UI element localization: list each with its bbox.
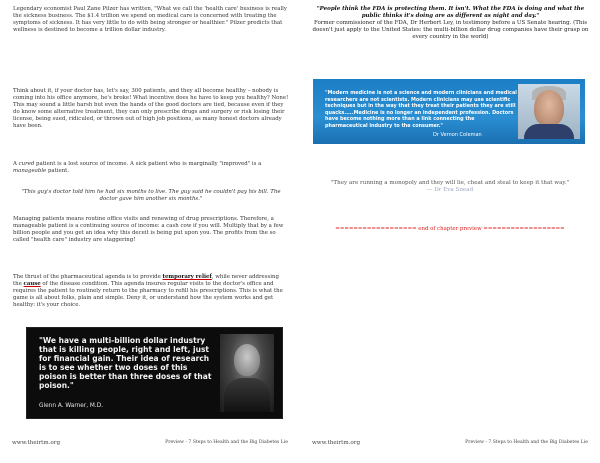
text-run: The thrust of the pharmaceutical agenda is to provide <box>13 274 163 280</box>
highlight-temporary-relief: temporary relief <box>162 274 212 280</box>
portrait-face <box>234 344 260 376</box>
coleman-quote-text: "Modern medicine is not a science and modern clinicians and medical researchers are not scientists. Modern clinicians may use scientific techniques but in the way that they treat their patients they are still quacks.....Medicine is no longer an independent profession. Doctors have become nothing more than a link connecting the pharmaceutical industry to the consumer." <box>325 90 517 129</box>
portrait-shirt <box>224 378 270 412</box>
joke-quote: "This guy's doctor told him he had six months to live. The guy said he couldn't pay his bill. The doctor gave him another six months." <box>21 189 281 203</box>
text-run: patient is a lost source of income. A sick patient who is marginally "improved" is a <box>34 161 262 167</box>
paragraph-pharma-agenda <box>13 274 289 309</box>
text-run: A <box>13 161 19 167</box>
right-page <box>300 0 600 463</box>
footer-preview-title: Preview - 7 Steps to Health and the Big Diabetes Lie <box>465 440 588 445</box>
fda-quote-block <box>308 6 593 41</box>
warner-quote-text: "We have a multi-billion dollar industry that is killing people, right and left, just for financial gain. Their idea of research is to see whether two doses of this poison is better than three doses of that poison." <box>39 336 212 390</box>
snead-quote-block <box>330 180 570 195</box>
emphasis-manageable: manageable <box>13 168 47 175</box>
footer-preview-title: Preview - 7 Steps to Health and the Big Diabetes Lie <box>165 440 288 445</box>
snead-attribution: — Dr Eva Snead <box>426 187 474 194</box>
footer-site-link[interactable]: www.theirtm.org <box>12 440 61 446</box>
paragraph-pilzer: Legendary economist Paul Zane Pilzer has written, "What we call the 'health care' business is really the sickness business. The $1.4 trillion we spend on medical care is concerned with treating the symptoms of sickness. It has very little to do with being stronger or healthier." Pilzer predicts that wellness is destined to become a trillion dollar industry. <box>13 6 287 34</box>
highlight-cause: cause <box>23 281 41 288</box>
warner-portrait <box>220 334 274 412</box>
coleman-quote-image <box>313 79 585 144</box>
portrait-face <box>534 90 564 126</box>
warner-attribution: Glenn A. Warner, M.D. <box>39 403 104 409</box>
text-run: of the disease condition. This agenda insures regular visits to the doctor's office and requires the patient to routinely return to the pharmacy to refill his prescriptions. This is what the game is all about folks, plain and simple. Deny it, or understand how the system works and get healthy: it's your choice. <box>13 281 283 309</box>
paragraph-managing-patients: Managing patients means routine office visits and renewing of drug prescriptions. Therefore, a manageable patient is a continuing source of income: a cash cow if you will. Multiply that by a few billion people and you get an idea why this deceit is being put upon you. The profits from the so called "health care" industry are staggering! <box>13 216 284 244</box>
emphasis-cured: cured <box>18 161 35 167</box>
fda-quote-source: Former commissioner of the FDA, Dr Herbert Ley, in testimony before a US Senate hearing. (This doesn't just apply to the United States: the multi-billion dollar drug companies have their grasp on every country in the world) <box>312 20 589 40</box>
paragraph-doctor-incentive: Think about it, if your doctor has, let's say, 300 patients, and they all become healthy – nobody is coming into his office anymore, he's broke! What incentive does he have to keep you healthy? None! This may sound a little harsh but even the hands of the good doctors are tied, because even if they do know some alternative treatment, they can only prescribe drugs and surgery or risk losing their license, being sued, ridiculed, or thrown out of high job positions, as many honest doctors already have been. <box>13 88 289 130</box>
warner-quote-image <box>26 327 283 419</box>
snead-quote: "They are running a monopoly and they will lie, cheat and steal to keep it that way." <box>330 180 570 186</box>
coleman-portrait <box>518 84 580 139</box>
portrait-body <box>524 124 574 139</box>
text-run: , while never addressing the <box>13 274 279 288</box>
footer-site-link[interactable]: www.theirtm.org <box>312 440 361 446</box>
coleman-attribution: Dr Vernon Coleman <box>433 132 482 138</box>
end-of-preview-marker: ================== end of chapter preview ================== <box>335 226 565 232</box>
text-run: patient. <box>46 168 70 175</box>
paragraph-cured-patient <box>13 161 289 175</box>
fda-quote: "People think the FDA is protecting them. It isn't. What the FDA is doing and what the public thinks it's doing are as different as night and day." <box>316 6 585 19</box>
